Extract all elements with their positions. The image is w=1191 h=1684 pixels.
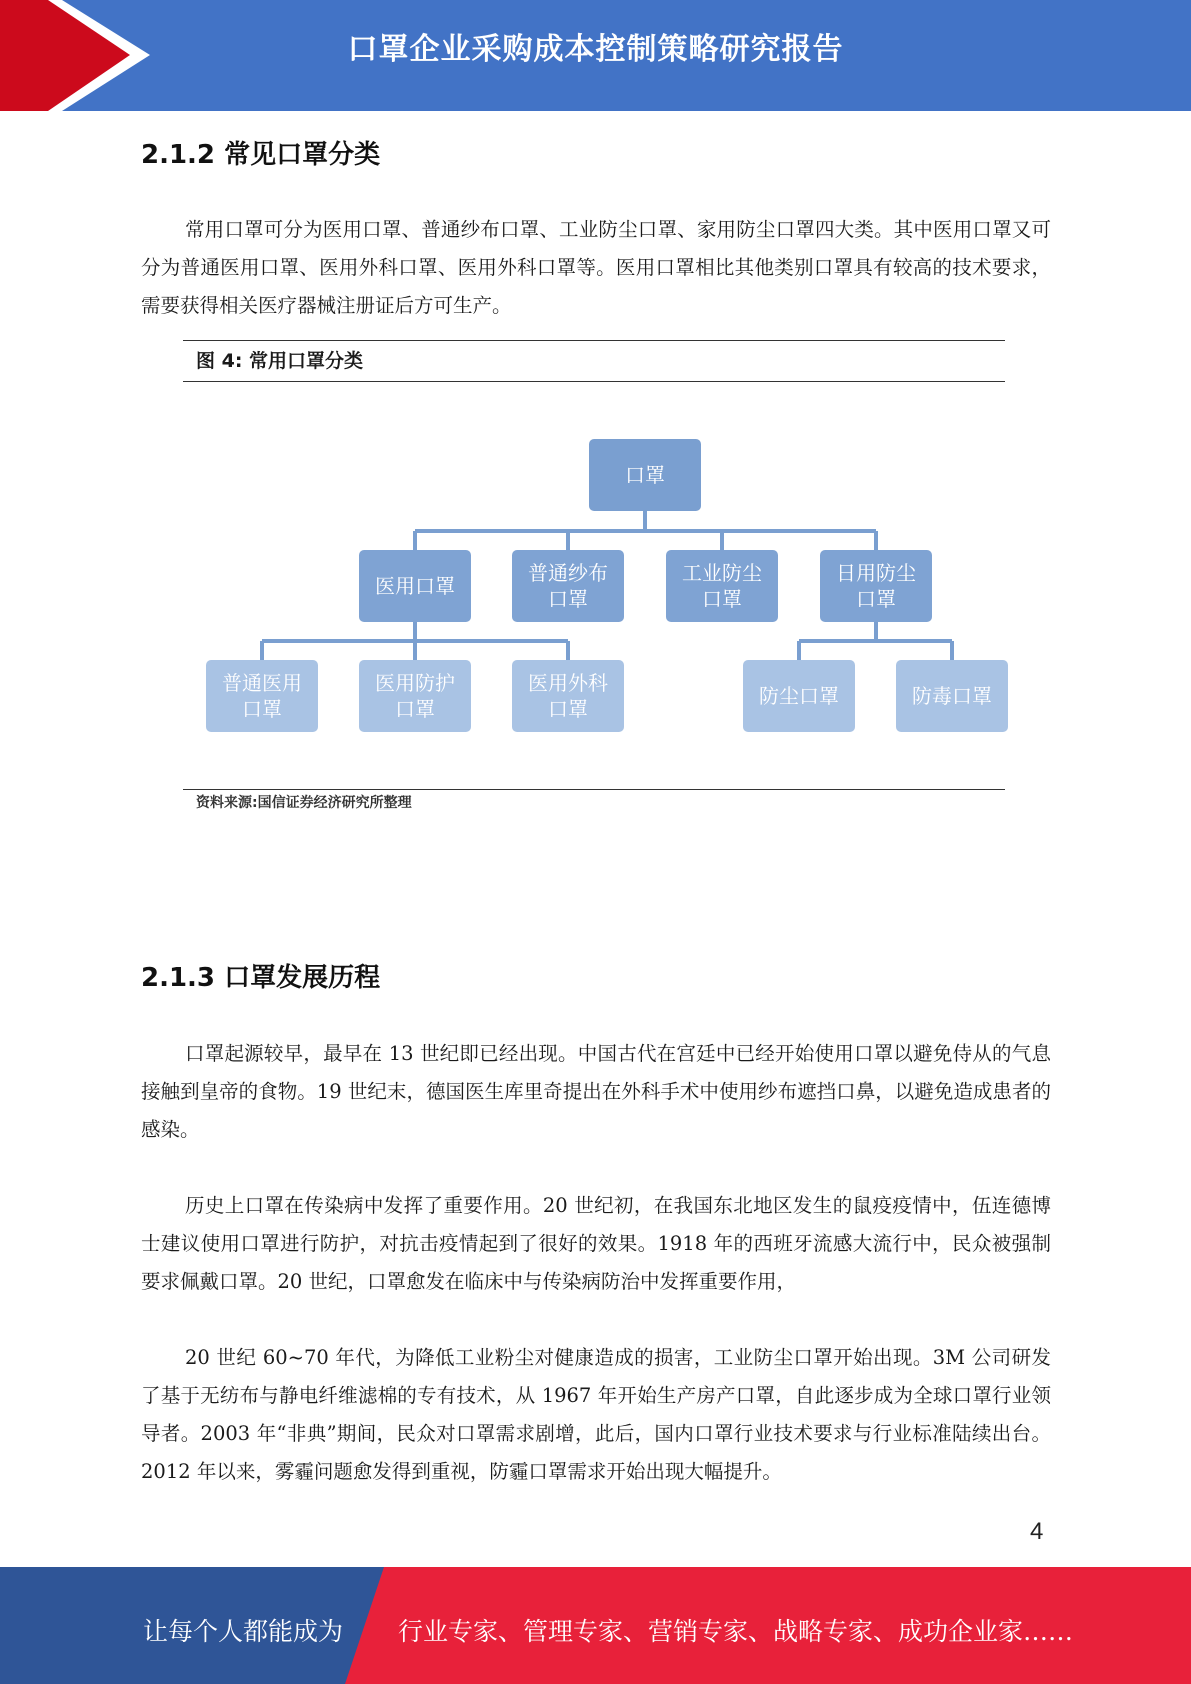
tree-node-level2-label: 防尘口罩	[759, 684, 839, 708]
tree-node-level2-label: 口罩	[242, 697, 282, 721]
section-heading-mask-classification: 2.1.2 常见口罩分类	[141, 140, 381, 170]
tree-node-level1-label: 日用防尘	[836, 561, 916, 585]
footer-slogan-left: 让每个人都能成为	[143, 1617, 344, 1646]
tree-node-level1-label: 口罩	[702, 587, 742, 611]
tree-node-level2-label: 医用外科	[528, 671, 608, 695]
document-title: 口罩企业采购成本控制策略研究报告	[347, 32, 844, 67]
figure-source: 资料来源:国信证券经济研究所整理	[196, 795, 412, 811]
figure-bottom-rule	[183, 789, 1005, 790]
footer-slogan-right: 行业专家、管理专家、营销专家、战略专家、成功企业家……	[398, 1617, 1074, 1646]
paragraph-mask-classification: 常用口罩可分为医用口罩、普通纱布口罩、工业防尘口罩、家用防尘口罩四大类。其中医用口罩又可分为普通医用口罩、医用外科口罩、医用外科口罩等。医用口罩相比其他类别口罩具有较高的技术要求，需要获得相关医疗器械注册证后方可生产。	[141, 218, 1051, 317]
paragraph-history-industrial: 20 世纪 60~70 年代，为降低工业粉尘对健康造成的损害，工业防尘口罩开始出现。3M 公司研发了基于无纺布与静电纤维滤棉的专有技术，从 1967 年开始生产房产口罩，自此逐步成为全球口罩行业领导者。2003 年“非典”期间，民众对口罩需求剧增，此后，国内口罩行业技术要求与行业标准陆续出台。2012 年以来，雾霾问题愈发得到重视，防霾口罩需求开始出现大幅提升。	[141, 1346, 1051, 1483]
tree-node-level2-label: 普通医用	[222, 671, 302, 695]
section-heading-mask-history: 2.1.3 口罩发展历程	[141, 963, 381, 993]
tree-node-root-label: 口罩	[625, 463, 665, 487]
figure-caption: 图 4: 常用口罩分类	[196, 350, 364, 372]
paragraph-history-origin: 口罩起源较早，最早在 13 世纪即已经出现。中国古代在宫廷中已经开始使用口罩以避免侍从的气息接触到皇帝的食物。19 世纪末，德国医生库里奇提出在外科手术中使用纱布遮挡口鼻，以避免造成患者的感染。	[141, 1042, 1051, 1141]
tree-node-level1-label: 口罩	[856, 587, 896, 611]
page-number: 4	[1030, 1518, 1044, 1545]
tree-node-level2-label: 医用防护	[375, 671, 455, 695]
tree-node-level1-label: 医用口罩	[375, 574, 455, 598]
paragraph-history-epidemics: 历史上口罩在传染病中发挥了重要作用。20 世纪初，在我国东北地区发生的鼠疫疫情中，伍连德博士建议使用口罩进行防护，对抗击疫情起到了很好的效果。1918 年的西班牙流感大流行中，民众被强制要求佩戴口罩。20 世纪，口罩愈发在临床中与传染病防治中发挥重要作用，	[141, 1194, 1051, 1293]
tree-node-level2-label: 防毒口罩	[912, 684, 992, 708]
tree-node-level2-label: 口罩	[548, 697, 588, 721]
mask-classification-tree	[0, 0, 1191, 800]
tree-node-level2-label: 口罩	[395, 697, 435, 721]
tree-node-level1-label: 普通纱布	[528, 561, 608, 585]
tree-node-level1-label: 工业防尘	[682, 561, 762, 585]
tree-node-level1-label: 口罩	[548, 587, 588, 611]
